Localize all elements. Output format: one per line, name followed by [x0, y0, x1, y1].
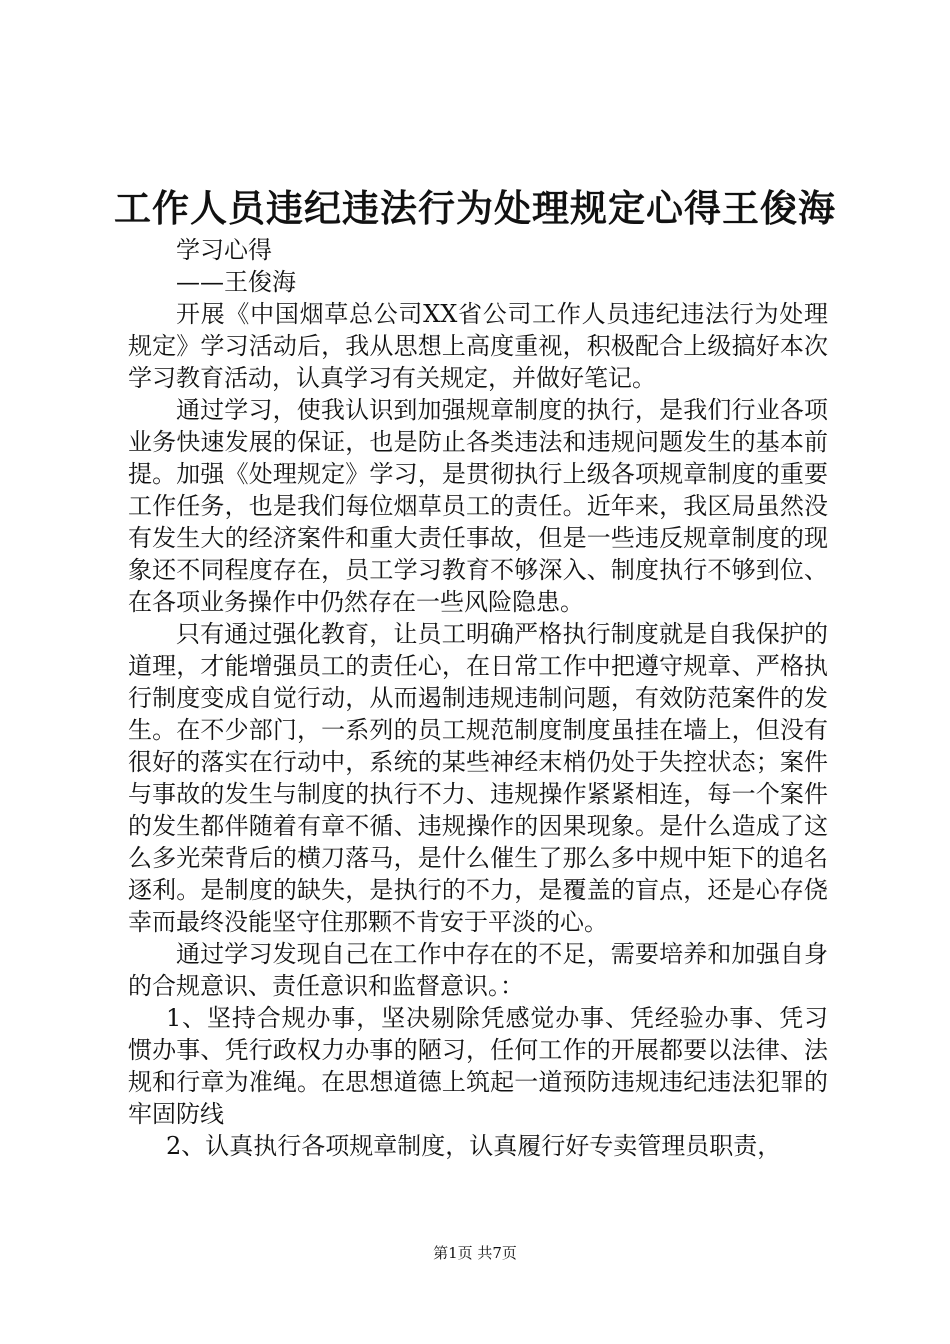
page-number: 第1页 共7页 — [433, 1244, 517, 1262]
paragraph-intro: 开展《中国烟草总公司XX省公司工作人员违纪违法行为处理规定》学习活动后，我从思想上高度重视，积极配合上级搞好本次学习教育活动，认真学习有关规定，并做好笔记。 — [128, 300, 828, 392]
paragraph-shortcomings: 通过学习发现自己在工作中存在的不足，需要培养和加强自身的合规意识、责任意识和监督意识。： — [128, 940, 828, 1000]
document-body — [128, 234, 828, 1162]
author-line: ——王俊海 — [176, 268, 296, 296]
list-item-1: 1、坚持合规办事，坚决剔除凭感觉办事、凭经验办事、凭习惯办事、凭行政权力办事的陋习，任何工作的开展都要以法律、法规和行章为准绳。在思想道德上筑起一道预防违规违纪违法犯罪的牢固防线 — [128, 1004, 828, 1128]
list-item-2: 2、认真执行各项规章制度，认真履行好专卖管理员职责， — [166, 1132, 782, 1160]
document-title: 工作人员违纪违法行为处理规定心得王俊海 — [114, 186, 836, 230]
paragraph-understanding: 通过学习，使我认识到加强规章制度的执行，是我们行业各项业务快速发展的保证，也是防止各类违法和违规问题发生的基本前提。加强《处理规定》学习，是贯彻执行上级各项规章制度的重要工作任务，也是我们每位烟草员工的责任。近年来，我区局虽然没有发生大的经济案件和重大责任事故，但是一些违反规章制度的现象还不同程度存在，员工学习教育不够深入、制度执行不够到位、在各项业务操作中仍然存在一些风险隐患。 — [128, 396, 828, 616]
page-footer — [0, 1243, 950, 1263]
subtitle: 学习心得 — [176, 236, 272, 264]
paragraph-education: 只有通过强化教育，让员工明确严格执行制度就是自我保护的道理，才能增强员工的责任心，在日常工作中把遵守规章、严格执行制度变成自觉行动，从而遏制违规违制问题，有效防范案件的发生。在不少部门，一系列的员工规范制度制度虽挂在墙上，但没有很好的落实在行动中，系统的某些神经末梢仍处于失控状态；案件与事故的发生与制度的执行不力、违规操作紧紧相连，每一个案件的发生都伴随着有章不循、违规操作的因果现象。是什么造成了这么多光荣背后的横刀落马，是什么催生了那么多中规中矩下的追名逐利。是制度的缺失，是执行的不力，是覆盖的盲点，还是心存侥幸而最终没能坚守住那颗不肯安于平淡的心。 — [128, 620, 828, 936]
